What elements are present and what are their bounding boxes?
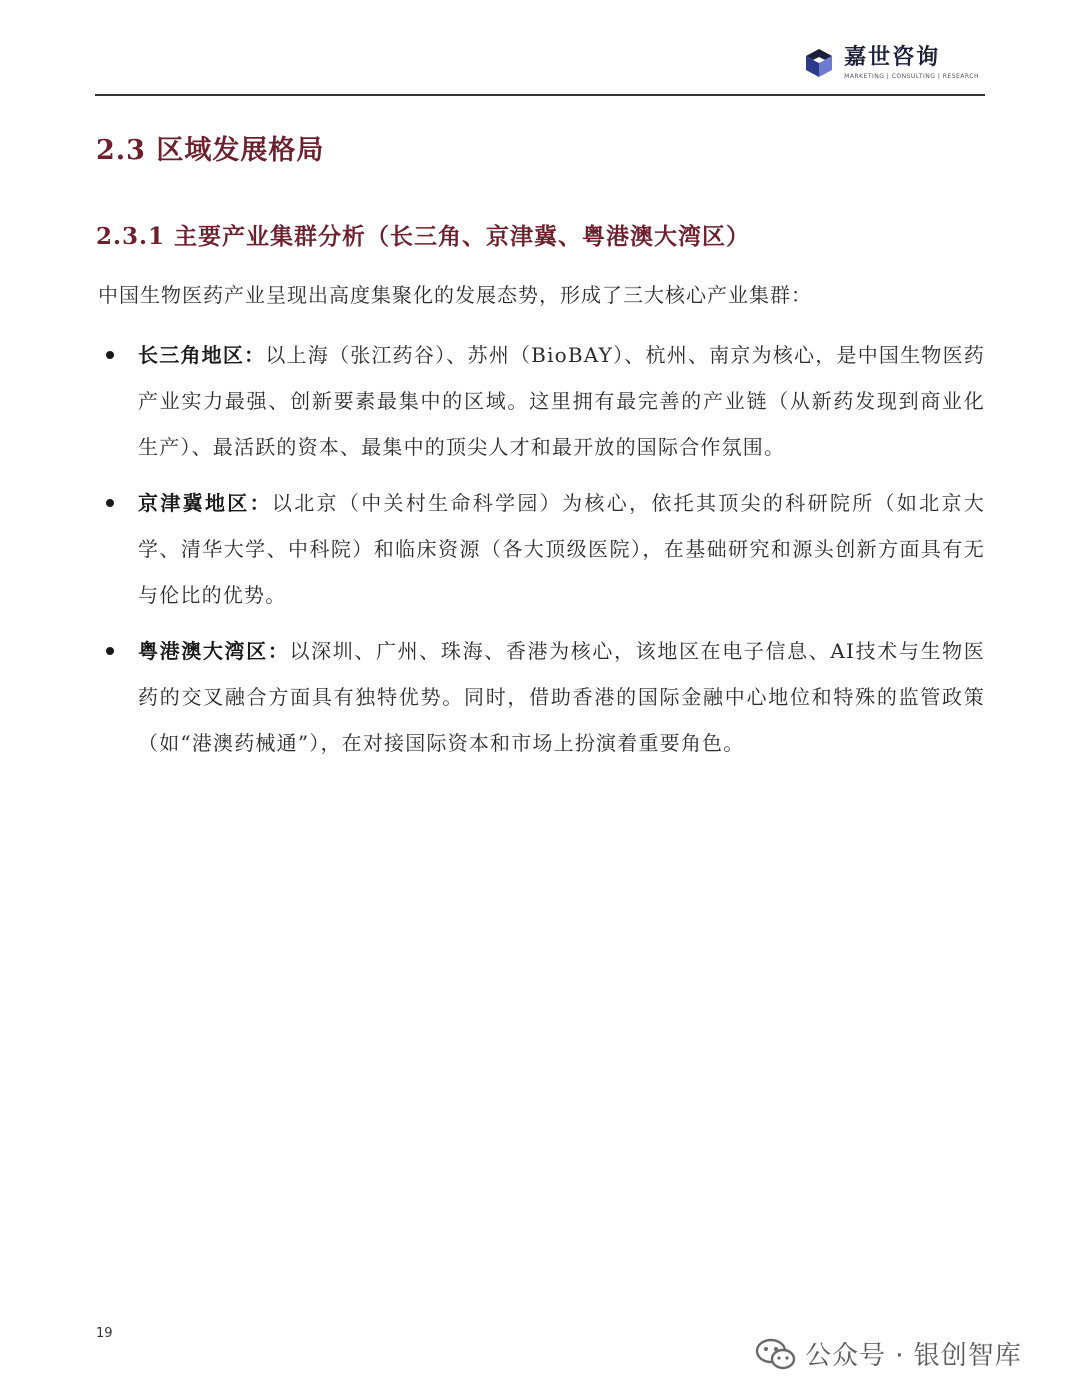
list-item xyxy=(98,480,985,618)
watermark xyxy=(755,1335,1022,1372)
page-number: 19 xyxy=(96,1326,113,1341)
section-title: 2.3 区域发展格局 xyxy=(96,135,325,166)
bullet-icon xyxy=(106,499,114,507)
bullet-text: 以上海（张江药谷）、苏州（BioBAY）、杭州、南京为核心，是中国生物医药产业实力最强、创新要素最集中的区域。这里拥有最完善的产业链（从新药发现到商业化生产）、最活跃的资本、最集中的顶尖人才和最开放的国际合作氛围。 xyxy=(138,343,985,459)
subsection-title: 2.3.1 主要产业集群分析（长三角、京津冀、粤港澳大湾区） xyxy=(96,223,751,250)
logo-tagline: MARKETING | CONSULTING | RESEARCH xyxy=(844,73,979,80)
list-item xyxy=(98,332,985,470)
bullet-term: 长三角地区： xyxy=(138,343,266,367)
bullet-text: 以深圳、广州、珠海、香港为核心，该地区在电子信息、AI技术与生物医药的交叉融合方面具有独特优势。同时，借助香港的国际金融中心地位和特殊的监管政策（如“港澳药械通”），在对接国际资本和市场上扮演着重要角色。 xyxy=(138,639,985,755)
logo-name: 嘉世咨询 xyxy=(844,45,941,70)
bullet-term: 粤港澳大湾区： xyxy=(138,639,290,663)
cluster-list xyxy=(98,332,985,776)
bullet-icon xyxy=(106,647,114,655)
list-item xyxy=(98,628,985,766)
bullet-text: 以北京（中关村生命科学园）为核心，依托其顶尖的科研院所（如北京大学、清华大学、中科院）和临床资源（各大顶级医院），在基础研究和源头创新方面具有无与伦比的优势。 xyxy=(138,491,985,607)
bullet-icon xyxy=(106,351,114,359)
wechat-icon xyxy=(755,1337,797,1371)
page-header xyxy=(95,38,985,96)
bullet-term: 京津冀地区： xyxy=(138,491,272,515)
jiashi-logo-icon xyxy=(802,46,836,80)
intro-paragraph: 中国生物医药产业呈现出高度集聚化的发展态势，形成了三大核心产业集群： xyxy=(98,283,812,307)
watermark-text: 公众号 · 银创智库 xyxy=(805,1341,1022,1371)
company-logo xyxy=(802,46,979,80)
